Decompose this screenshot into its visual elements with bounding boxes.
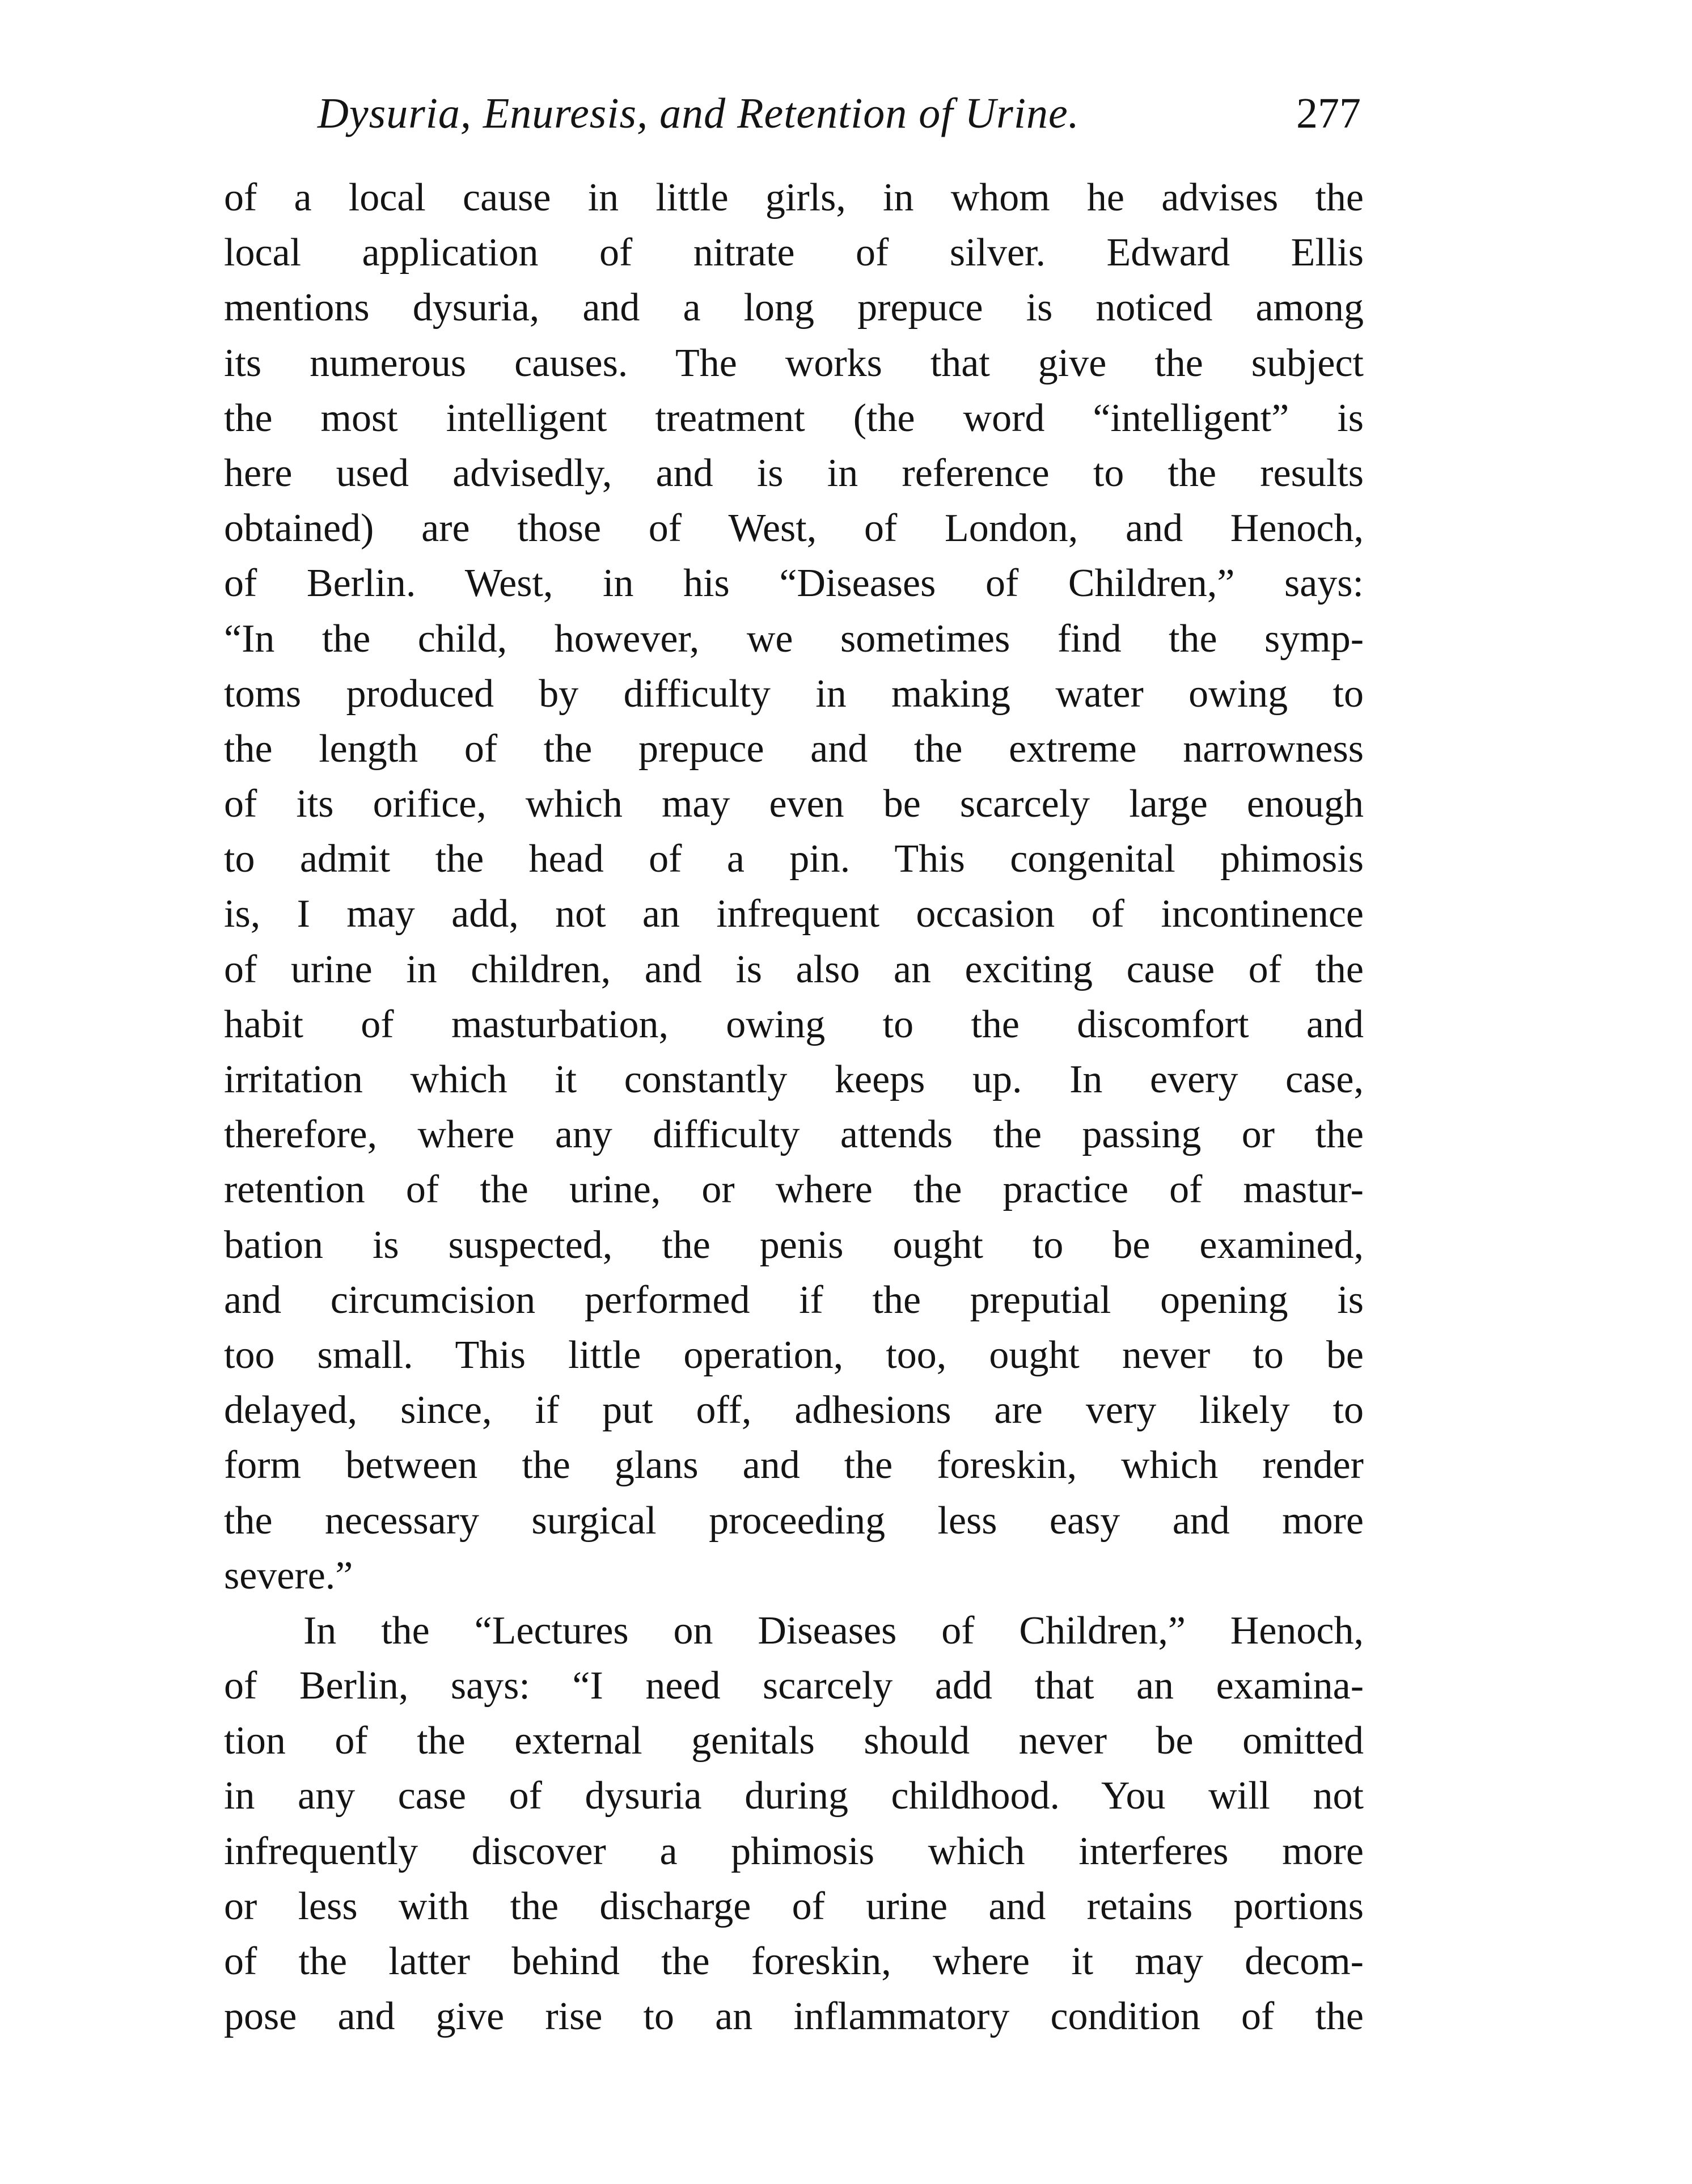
text-line: habit of masturbation, owing to the discomfort and (224, 1002, 1364, 1046)
text-line: therefore, where any difficulty attends the passing or the (224, 1113, 1364, 1157)
text-line: here used advisedly, and is in reference to the results (224, 451, 1364, 495)
text-line: and circumcision performed if the preputial opening is (224, 1278, 1364, 1322)
text-line: bation is suspected, the penis ought to be examined, (224, 1223, 1364, 1267)
text-line: of its orifice, which may even be scarcely large enough (224, 782, 1364, 826)
text-line: the necessary surgical proceeding less easy and more (224, 1498, 1364, 1543)
text-line: of Berlin, says: “I need scarcely add that an examina- (224, 1664, 1364, 1708)
text-line: of a local cause in little girls, in whom he advises the (224, 176, 1364, 219)
text-line: irritation which it constantly keeps up. In every case, (224, 1058, 1364, 1101)
text-line: In the “Lectures on Diseases of Children,” Henoch, (303, 1608, 1364, 1653)
text-line: of urine in children, and is also an exciting cause of the (224, 947, 1364, 991)
text-line: is, I may add, not an infrequent occasion of incontinence (224, 892, 1364, 936)
text-line: local application of nitrate of silver. Edward Ellis (224, 231, 1364, 275)
text-line: or less with the discharge of urine and retains portions (224, 1884, 1364, 1928)
text-line: infrequently discover a phimosis which interferes more (224, 1829, 1364, 1873)
text-line: in any case of dysuria during childhood. You will not (224, 1774, 1364, 1818)
text-line: retention of the urine, or where the practice of mastur- (224, 1168, 1364, 1212)
text-line: the most intelligent treatment (the word “intelligent” is (224, 396, 1364, 440)
text-line: the length of the prepuce and the extreme narrowness (224, 726, 1364, 771)
text-line: severe.” (224, 1553, 353, 1598)
running-title: Dysuria, Enuresis, and Retention of Urine. (318, 90, 1080, 137)
text-line: toms produced by difficulty in making water owing to (224, 671, 1364, 716)
running-head (318, 79, 1361, 147)
page-number: 277 (1296, 90, 1361, 137)
text-line: of the latter behind the foreskin, where it may decom- (224, 1940, 1364, 1983)
text-line: pose and give rise to an inflammatory condition of the (224, 1995, 1364, 2039)
text-line: delayed, since, if put off, adhesions are very likely to (224, 1388, 1364, 1433)
text-line: form between the glans and the foreskin, which render (224, 1443, 1364, 1488)
text-line: “In the child, however, we sometimes find the symp- (224, 616, 1364, 661)
body-text (224, 170, 1364, 2044)
text-line: mentions dysuria, and a long prepuce is noticed among (224, 286, 1364, 330)
text-line: its numerous causes. The works that give the subject (224, 341, 1364, 385)
text-line: to admit the head of a pin. This congenital phimosis (224, 837, 1364, 881)
text-line: of Berlin. West, in his “Diseases of Children,” says: (224, 561, 1364, 606)
text-line: too small. This little operation, too, ought never to be (224, 1333, 1364, 1377)
text-line: tion of the external genitals should never be omitted (224, 1719, 1364, 1763)
text-line: obtained) are those of West, of London, and Henoch, (224, 506, 1364, 551)
